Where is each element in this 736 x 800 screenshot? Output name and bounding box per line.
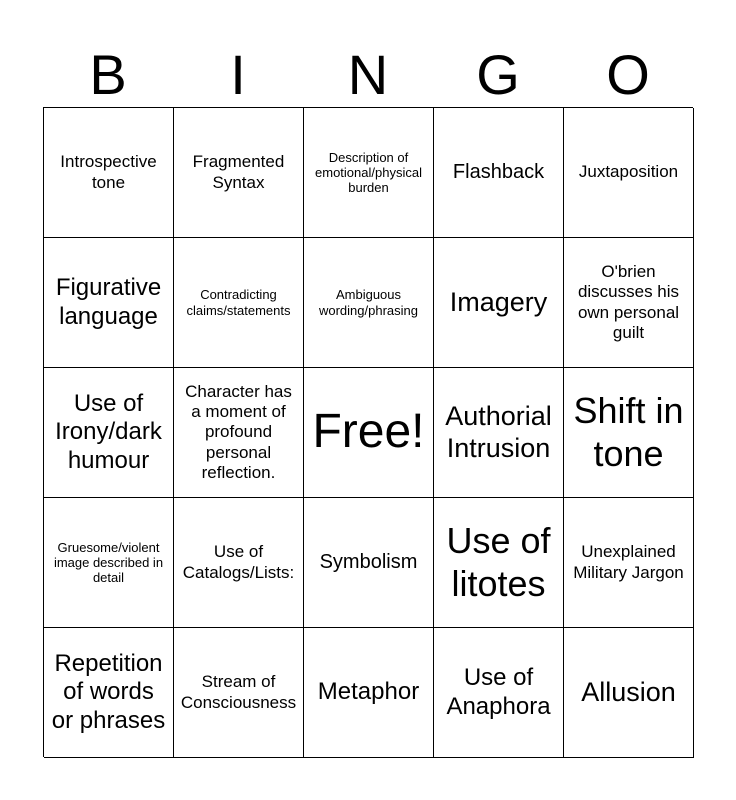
free-space-cell[interactable]: Free! [304, 368, 434, 498]
bingo-cell[interactable]: Description of emotional/physical burden [304, 108, 434, 238]
bingo-cell[interactable]: Metaphor [304, 628, 434, 758]
header-letter-g: G [476, 43, 520, 106]
bingo-cell[interactable]: Character has a moment of profound personal reflection. [174, 368, 304, 498]
bingo-cell[interactable]: Symbolism [304, 498, 434, 628]
bingo-cell[interactable]: Gruesome/violent image described in detail [44, 498, 174, 628]
bingo-cell[interactable]: Fragmented Syntax [174, 108, 304, 238]
bingo-cell[interactable]: Ambiguous wording/phrasing [304, 238, 434, 368]
bingo-header [43, 44, 693, 106]
bingo-cell[interactable]: Introspective tone [44, 108, 174, 238]
bingo-cell[interactable]: Use of Irony/dark humour [44, 368, 174, 498]
bingo-cell[interactable]: Stream of Consciousness [174, 628, 304, 758]
header-letter-n: N [347, 43, 389, 106]
header-letter-o: O [606, 43, 650, 106]
header-letter-i: I [230, 43, 246, 106]
bingo-cell[interactable]: Unexplained Military Jargon [564, 498, 694, 628]
bingo-cell[interactable]: Juxtaposition [564, 108, 694, 238]
bingo-cell[interactable]: Use of litotes [434, 498, 564, 628]
bingo-cell[interactable]: Repetition of words or phrases [44, 628, 174, 758]
bingo-cell[interactable]: Allusion [564, 628, 694, 758]
bingo-cell[interactable]: Use of Catalogs/Lists: [174, 498, 304, 628]
bingo-cell[interactable]: Authorial Intrusion [434, 368, 564, 498]
bingo-cell[interactable]: Imagery [434, 238, 564, 368]
bingo-grid [43, 107, 693, 757]
bingo-cell[interactable]: O'brien discusses his own personal guilt [564, 238, 694, 368]
bingo-cell[interactable]: Use of Anaphora [434, 628, 564, 758]
header-letter-b: B [89, 43, 127, 106]
bingo-cell[interactable]: Shift in tone [564, 368, 694, 498]
bingo-cell[interactable]: Flashback [434, 108, 564, 238]
bingo-cell[interactable]: Contradicting claims/statements [174, 238, 304, 368]
bingo-cell[interactable]: Figurative language [44, 238, 174, 368]
